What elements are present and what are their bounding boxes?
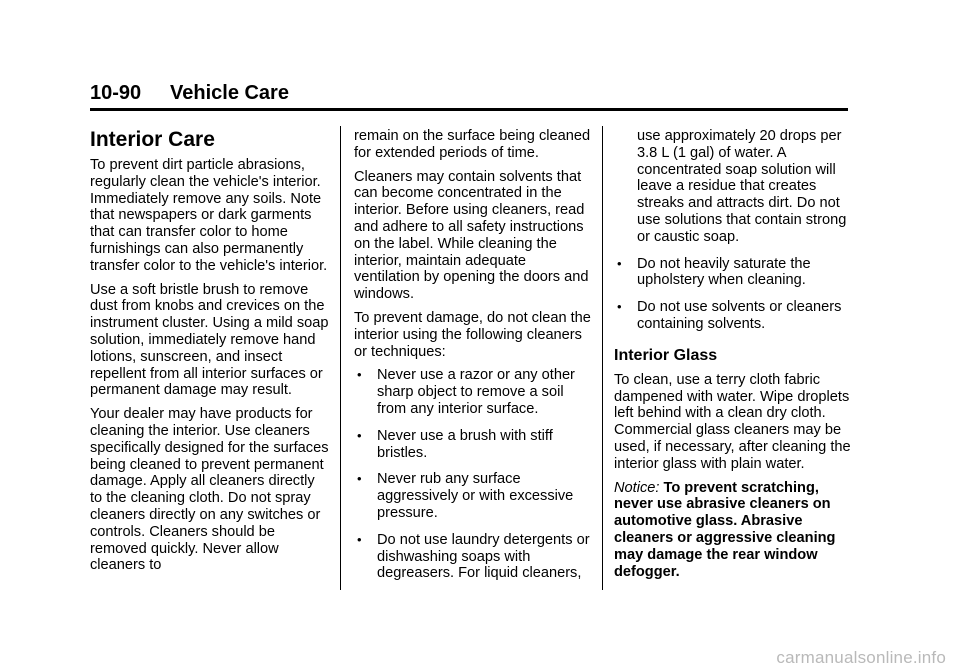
column-2 <box>354 128 594 592</box>
list-item: • Do not use solvents or cleaners containing solvents. <box>617 299 842 332</box>
paragraph: remain on the surface being cleaned for extended periods of time. <box>354 128 591 161</box>
interior-glass-heading: Interior Glass <box>614 346 718 364</box>
interior-care-heading: Interior Care <box>90 128 215 151</box>
list-item: • Never use a brush with stiff bristles. <box>357 427 553 461</box>
bullet-icon: • <box>357 367 362 383</box>
paragraph: use approximately 20 drops per 3.8 L (1 gal) of water. A concentrated soap solution will leave a residue that creates streaks and attracts dirt. Do not use solutions that contain strong or caustic soap. <box>637 128 847 245</box>
site-watermark: carmanualsonline.info <box>776 648 946 667</box>
paragraph: To prevent damage, do not clean the interior using the following cleaners or techniques: <box>354 309 591 360</box>
paragraph: Your dealer may have products for cleaning the interior. Use cleaners specifically designed for the surfaces being cleaned to prevent permanent damage. Apply all cleaners directly to the cleaning cloth. Do not spray cleaners directly on any switches or controls. Cleaners should be removed quickly. Never allow cleaners to <box>90 406 329 574</box>
column-divider <box>340 126 341 590</box>
list-item: • Do not heavily saturate the upholstery when cleaning. <box>617 255 811 289</box>
section-title: Vehicle Care <box>170 82 289 104</box>
cleaning-warnings-list <box>354 367 594 582</box>
column-divider <box>602 126 603 590</box>
page-number: 10-90 <box>90 82 142 104</box>
paragraph: Use a soft bristle brush to remove dust from knobs and crevices on the instrument cluster. Using a mild soap solution, immediately remove hand lotions, sunscreen, and insect repellent from all interior surfaces or permanent damage may result. <box>90 281 329 399</box>
paragraph: To prevent dirt particle abrasions, regularly clean the vehicle's interior. Immediately remove any soils. Note that newspapers or dark garments that can transfer color to home furnishings can also permanently transfer color to the vehicle's interior. <box>90 157 328 274</box>
paragraph: Cleaners may contain solvents that can become concentrated in the interior. Before using cleaners, read and adhere to all safety instructions on the label. While cleaning the interior, maintain adequate ventilation by opening the doors and windows. <box>354 168 589 303</box>
bullet-icon: • <box>617 299 622 315</box>
list-item: • Never use a razor or any other sharp object to remove a soil from any interior surface. <box>357 367 575 417</box>
notice-text: To prevent scratching, never use abrasive cleaners on automotive glass. Abrasive cleaners or aggressive cleaning may damage the rear window defogger. <box>614 479 836 580</box>
bullet-icon: • <box>357 427 362 443</box>
bullet-icon: • <box>357 531 362 547</box>
notice-label: Notice: <box>614 479 660 496</box>
bullet-icon: • <box>357 471 362 487</box>
notice-paragraph <box>614 480 854 581</box>
list-item: • Never rub any surface aggressively or with excessive pressure. <box>357 471 574 521</box>
saturation-warnings-list <box>614 256 854 333</box>
bullet-icon: • <box>617 255 622 271</box>
list-item: • Do not use laundry detergents or dishwashing soaps with degreasers. For liquid cleaners, <box>357 531 590 582</box>
column-1 <box>90 157 330 581</box>
paragraph: To clean, use a terry cloth fabric dampened with water. Wipe droplets left behind with a clean dry cloth. Commercial glass cleaners may be used, if necessary, after cleaning the interior glass with plain water. <box>614 371 851 472</box>
page-header <box>90 82 848 111</box>
column-3 <box>614 128 854 587</box>
